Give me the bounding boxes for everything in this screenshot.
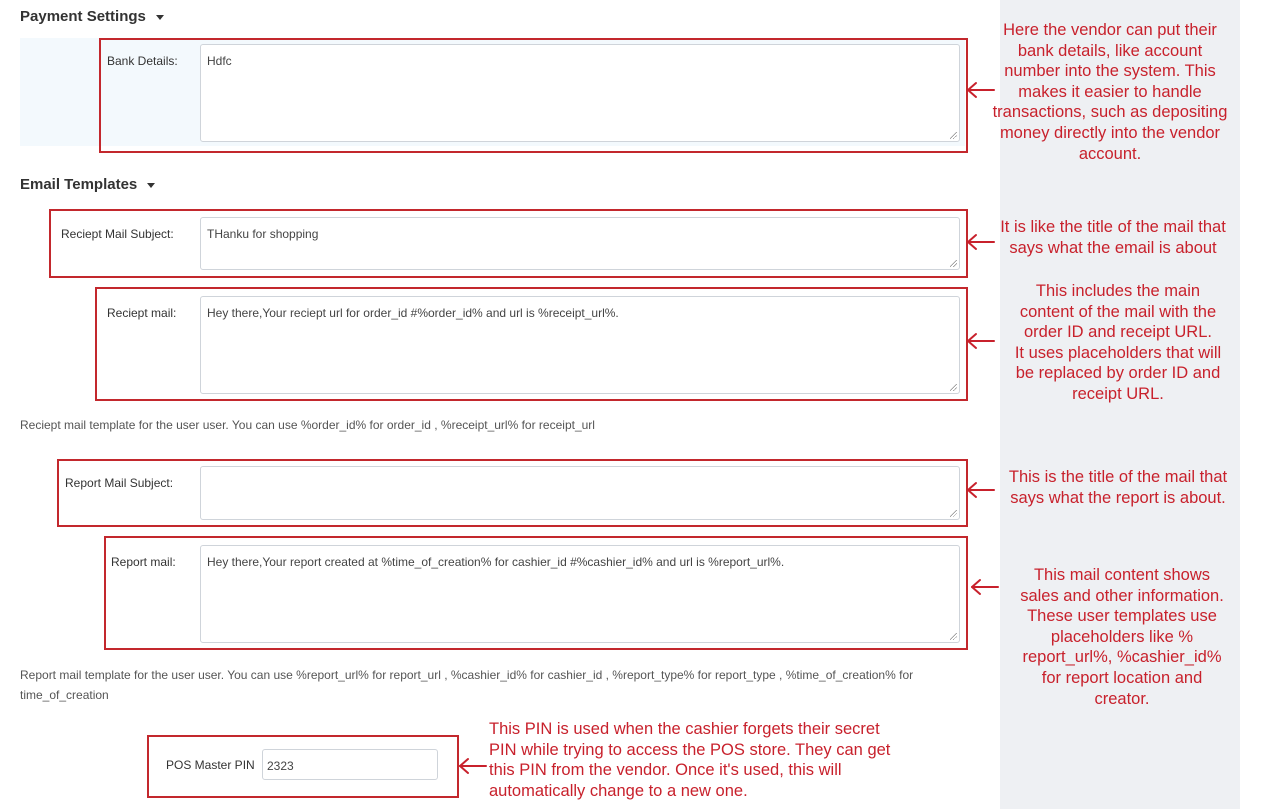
receipt-subject-annotation: It is like the title of the mail that says what the email is about	[1000, 218, 1226, 257]
bank-details-annotation: Here the vendor can put their bank details, like account number into the system. This makes it easier to handle transactions, such as depositing money directly into the vendor account.	[992, 21, 1228, 163]
arrow-left-icon	[460, 759, 486, 773]
receipt-mail-textarea[interactable]: Hey there,Your reciept url for order_id #%order_id% and url is %receipt_url%.	[200, 296, 960, 394]
report-subject-label: Report Mail Subject:	[65, 476, 174, 490]
receipt-mail-highlight-box	[95, 287, 968, 401]
report-help-line: Report mail template for the user user. You can use %report_url% for report_url , %cashier_id% for cashier_id , %report_type% for report_type , %time_of_creation% for	[20, 668, 914, 682]
pos-pin-highlight-box	[147, 735, 459, 798]
report-help-line: time_of_creation	[20, 688, 109, 702]
bank-details-label: Bank Details:	[107, 54, 178, 68]
pos-pin-annotation: This PIN is used when the cashier forgets their secret PIN while trying to access the POS store. They can get this PIN from the vendor. Once it's used, this will automatically change to a new one.	[489, 720, 891, 800]
caret-down-icon[interactable]	[147, 183, 155, 188]
report-subject-annotation: This is the title of the mail that says what the report is about.	[1008, 468, 1228, 507]
bank-details-highlight-box	[99, 38, 968, 153]
pos-master-pin-label: POS Master PIN	[166, 758, 255, 772]
email-templates-title: Email Templates	[20, 176, 138, 193]
bank-details-textarea[interactable]: Hdfc	[200, 44, 960, 142]
pos-master-pin-input[interactable]: 2323	[262, 749, 438, 780]
email-templates-header[interactable]	[20, 176, 155, 193]
payment-settings-header[interactable]	[20, 8, 164, 25]
report-mail-highlight-box	[104, 536, 968, 650]
receipt-mail-label: Reciept mail:	[107, 306, 177, 320]
receipt-subject-highlight-box	[49, 209, 968, 278]
caret-down-icon[interactable]	[156, 15, 164, 20]
receipt-subject-textarea[interactable]: THanku for shopping	[200, 217, 960, 270]
receipt-subject-label: Reciept Mail Subject:	[61, 227, 174, 241]
report-mail-annotation: This mail content shows sales and other information. These user templates use placeholders like % report_url%, %cashier_id% for report location and creator.	[1020, 566, 1224, 708]
payment-settings-title: Payment Settings	[20, 8, 146, 25]
receipt-help-text: Reciept mail template for the user user. You can use %order_id% for order_id , %receipt_url% for receipt_url	[20, 418, 595, 432]
report-mail-textarea[interactable]: Hey there,Your report created at %time_of_creation% for cashier_id #%cashier_id% and url is %report_url%.	[200, 545, 960, 643]
receipt-mail-annotation: This includes the main content of the mail with the order ID and receipt URL. It uses placeholders that will be replaced by order ID and receipt URL.	[1014, 282, 1222, 403]
report-subject-highlight-box	[57, 459, 968, 527]
report-mail-label: Report mail:	[111, 555, 176, 569]
report-help-text	[20, 665, 913, 705]
